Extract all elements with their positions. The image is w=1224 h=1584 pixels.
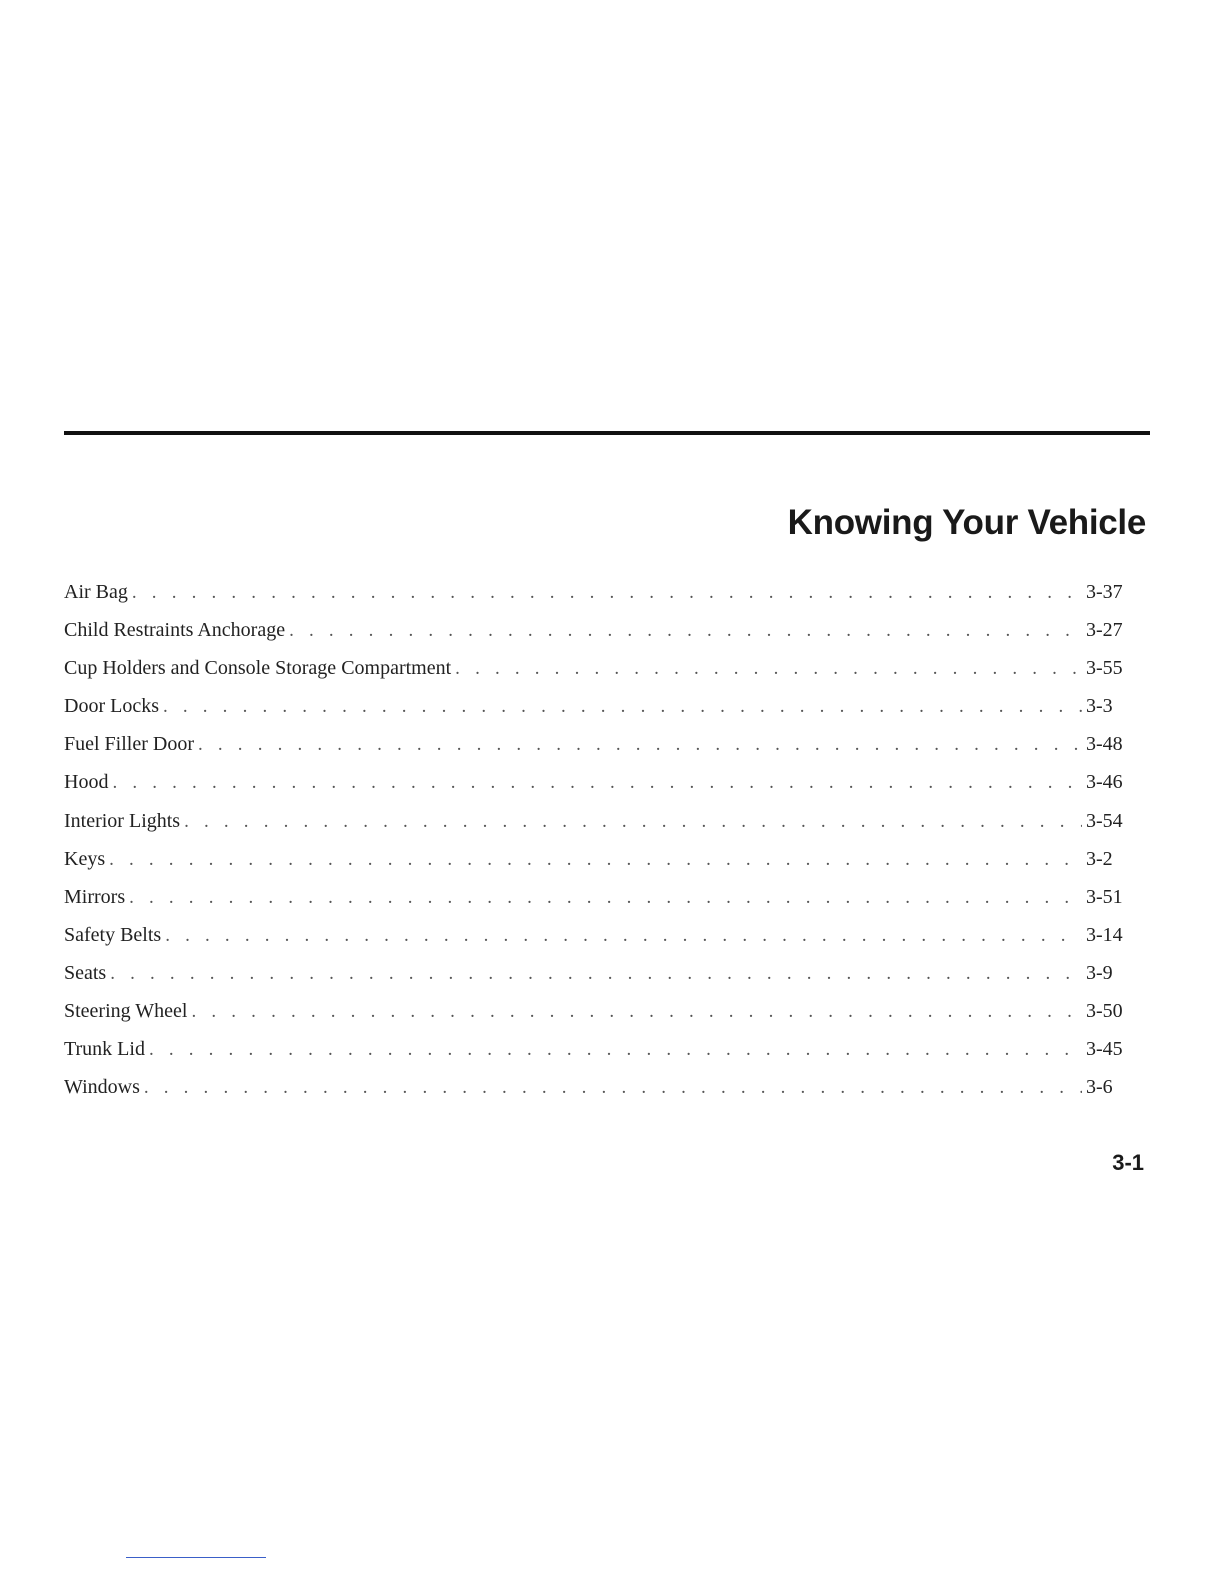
toc-entry-page: 3-2	[1086, 847, 1113, 870]
toc-entry-page: 3-48	[1086, 733, 1123, 756]
toc-entry-label: Trunk Lid	[64, 1038, 145, 1061]
toc-entry-child-restraints-anchorage[interactable]	[64, 611, 1130, 649]
toc-entry-cup-holders[interactable]	[64, 649, 1130, 687]
toc-entry-label: Windows	[64, 1076, 140, 1099]
toc-entry-page: 3-55	[1086, 657, 1123, 680]
dot-leader	[112, 764, 1082, 802]
toc-entry-windows[interactable]	[64, 1068, 1130, 1106]
toc-entry-page: 3-27	[1086, 619, 1123, 642]
toc-entry-page: 3-37	[1086, 581, 1123, 603]
dot-leader	[455, 650, 1082, 688]
toc-entry-trunk-lid[interactable]	[64, 1030, 1130, 1068]
dot-leader	[165, 917, 1082, 955]
toc-entry-page: 3-6	[1086, 1076, 1113, 1099]
toc-entry-label: Air Bag	[64, 581, 128, 603]
toc-entry-label: Child Restraints Anchorage	[64, 619, 286, 642]
toc-entry-label: Fuel Filler Door	[64, 733, 194, 756]
toc-entry-page: 3-45	[1086, 1038, 1123, 1061]
toc-entry-label: Seats	[64, 961, 107, 984]
toc-entry-page: 3-14	[1086, 923, 1123, 946]
toc-entry-seats[interactable]	[64, 954, 1130, 992]
toc-entry-label: Keys	[64, 847, 106, 870]
toc-entry-mirrors[interactable]	[64, 878, 1130, 916]
section-divider	[64, 431, 1150, 435]
toc-entry-page: 3-46	[1086, 771, 1123, 794]
toc-entry-page: 3-51	[1086, 885, 1123, 908]
toc-entry-page: 3-54	[1086, 809, 1123, 832]
toc-entry-page: 3-9	[1086, 961, 1113, 984]
toc-entry-fuel-filler-door[interactable]	[64, 725, 1130, 763]
toc-entry-air-bag[interactable]	[64, 573, 1130, 611]
dot-leader	[184, 803, 1082, 841]
toc-entry-label: Safety Belts	[64, 923, 162, 946]
toc-entry-label: Hood	[64, 771, 109, 794]
dot-leader	[129, 879, 1082, 917]
toc-entry-interior-lights[interactable]	[64, 802, 1130, 840]
toc-entry-steering-wheel[interactable]	[64, 992, 1130, 1030]
toc-entry-page: 3-50	[1086, 1000, 1123, 1023]
page-number: 3-1	[1112, 1150, 1144, 1175]
dot-leader	[163, 688, 1082, 726]
table-of-contents	[64, 573, 1130, 1106]
dot-leader	[289, 612, 1082, 650]
toc-entry-label: Door Locks	[64, 695, 159, 718]
toc-entry-keys[interactable]	[64, 840, 1130, 878]
toc-entry-label: Cup Holders and Console Storage Compartment	[64, 657, 452, 680]
dot-leader	[132, 574, 1082, 612]
bottom-divider	[126, 1557, 266, 1558]
section-title: Knowing Your Vehicle	[787, 503, 1146, 542]
toc-entry-hood[interactable]	[64, 763, 1130, 801]
dot-leader	[149, 1031, 1082, 1069]
dot-leader	[198, 726, 1082, 764]
toc-entry-label: Interior Lights	[64, 809, 181, 832]
toc-entry-label: Steering Wheel	[64, 1000, 188, 1023]
toc-entry-page: 3-3	[1086, 695, 1113, 718]
dot-leader	[110, 955, 1082, 993]
dot-leader	[191, 993, 1082, 1031]
toc-entry-safety-belts[interactable]	[64, 916, 1130, 954]
dot-leader	[144, 1069, 1082, 1107]
dot-leader	[109, 841, 1082, 879]
toc-entry-door-locks[interactable]	[64, 687, 1130, 725]
toc-entry-label: Mirrors	[64, 885, 126, 908]
